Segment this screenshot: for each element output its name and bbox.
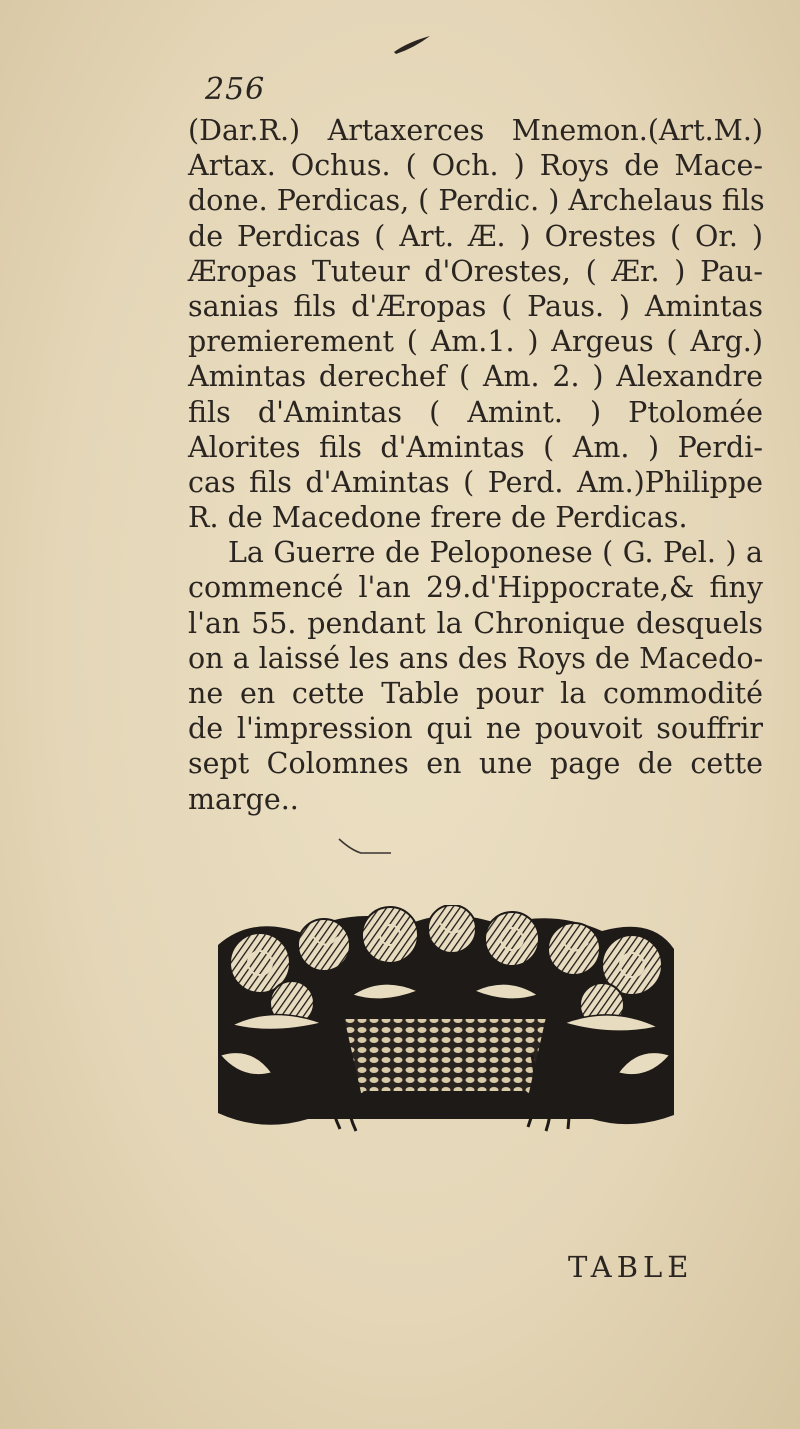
text-line: ne en cette Table pour la commodité xyxy=(188,677,763,710)
text-line: commencé l'an 29.d'Hippocrate,& finy xyxy=(188,571,763,605)
text-line: Amintas derechef ( Am. 2. ) Alexandre xyxy=(188,360,763,394)
text-line: marge.. xyxy=(188,782,299,816)
text-line: de l'impression qui ne pouvoit souffrir xyxy=(188,712,763,746)
text-line: sanias fils d'Æropas ( Paus. ) Amintas xyxy=(188,289,763,323)
text-line: fils d'Amintas ( Amint. ) Ptolomée xyxy=(188,395,763,429)
text-line: (Dar.R.) Artaxerces Mnemon.(Art.M.) xyxy=(188,114,763,147)
text-line: sept Colomnes en une page de cette xyxy=(188,747,763,781)
flower-basket-woodcut-icon xyxy=(212,905,678,1135)
text-line: premierement ( Am.1. ) Argeus ( Arg.) xyxy=(188,325,763,359)
paragraph-1 xyxy=(188,113,763,535)
page-number: 256 xyxy=(205,72,266,107)
ink-mark-top xyxy=(392,34,432,56)
paragraph-2 xyxy=(188,535,763,817)
text-line: done. Perdicas, ( Perdic. ) Archelaus fils xyxy=(188,184,765,218)
catchword: TABLE xyxy=(568,1250,694,1284)
text-block xyxy=(188,113,763,817)
ink-mark-divider xyxy=(335,836,395,858)
text-line: cas fils d'Amintas ( Perd. Am.)Philippe xyxy=(188,465,763,499)
text-line: de Perdicas ( Art. Æ. ) Orestes ( Or. ) xyxy=(188,219,763,253)
text-line: La Guerre de Peloponese ( G. Pel. ) a xyxy=(228,536,763,570)
text-line: l'an 55. pendant la Chronique desquels xyxy=(188,606,763,640)
text-line: on a laissé les ans des Roys de Macedo- xyxy=(188,641,764,675)
text-line: Artax. Ochus. ( Och. ) Roys de Mace- xyxy=(188,149,763,183)
text-line: R. de Macedone frere de Perdicas. xyxy=(188,501,688,535)
text-line: Alorites fils d'Amintas ( Am. ) Perdi- xyxy=(188,430,763,464)
text-line: Æropas Tuteur d'Orestes, ( Ær. ) Pau- xyxy=(188,254,763,288)
